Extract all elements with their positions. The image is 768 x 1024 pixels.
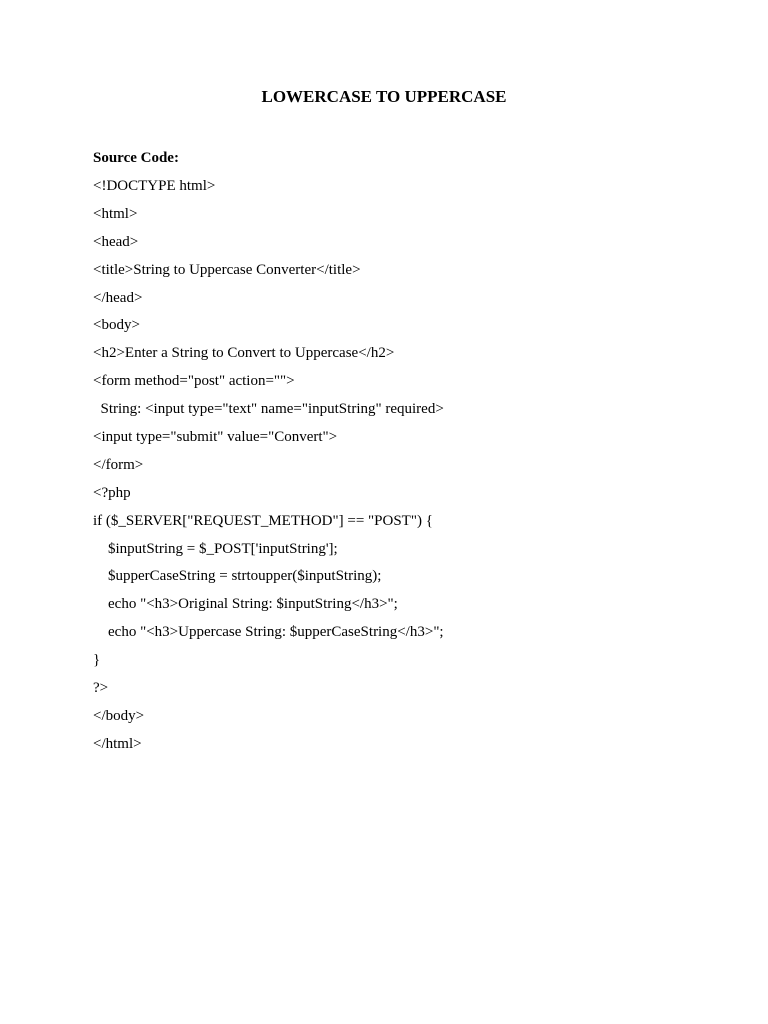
code-line: <?php	[93, 484, 131, 501]
code-line: <form method="post" action="">	[93, 373, 295, 390]
code-line: </head>	[93, 289, 143, 306]
document-title: LOWERCASE TO UPPERCASE	[261, 87, 507, 106]
section-heading: Source Code:	[93, 150, 179, 166]
code-line: echo "<h3>Original String: $inputString</h3>";	[93, 596, 398, 613]
code-line: <h2>Enter a String to Convert to Uppercase</h2>	[93, 345, 395, 362]
code-line: </form>	[93, 456, 144, 473]
code-line: }	[93, 652, 101, 669]
code-line: <title>String to Uppercase Converter</title>	[93, 261, 361, 278]
source-code-block	[93, 176, 444, 762]
code-line: echo "<h3>Uppercase String: $upperCaseString</h3>";	[93, 624, 444, 641]
code-line: <head>	[93, 233, 139, 250]
code-line: <input type="submit" value="Convert">	[93, 429, 338, 446]
code-line: </html>	[93, 735, 142, 752]
code-line: </body>	[93, 707, 145, 724]
code-line: $upperCaseString = strtoupper($inputString);	[93, 568, 382, 585]
code-line: <body>	[93, 317, 140, 334]
code-line: <!DOCTYPE html>	[93, 178, 216, 194]
code-line: if ($_SERVER["REQUEST_METHOD"] == "POST") {	[93, 512, 433, 529]
code-line: String: <input type="text" name="inputString" required>	[93, 401, 444, 418]
code-line: <html>	[93, 205, 138, 222]
code-line: ?>	[93, 680, 109, 697]
code-line: $inputString = $_POST['inputString'];	[93, 540, 338, 557]
